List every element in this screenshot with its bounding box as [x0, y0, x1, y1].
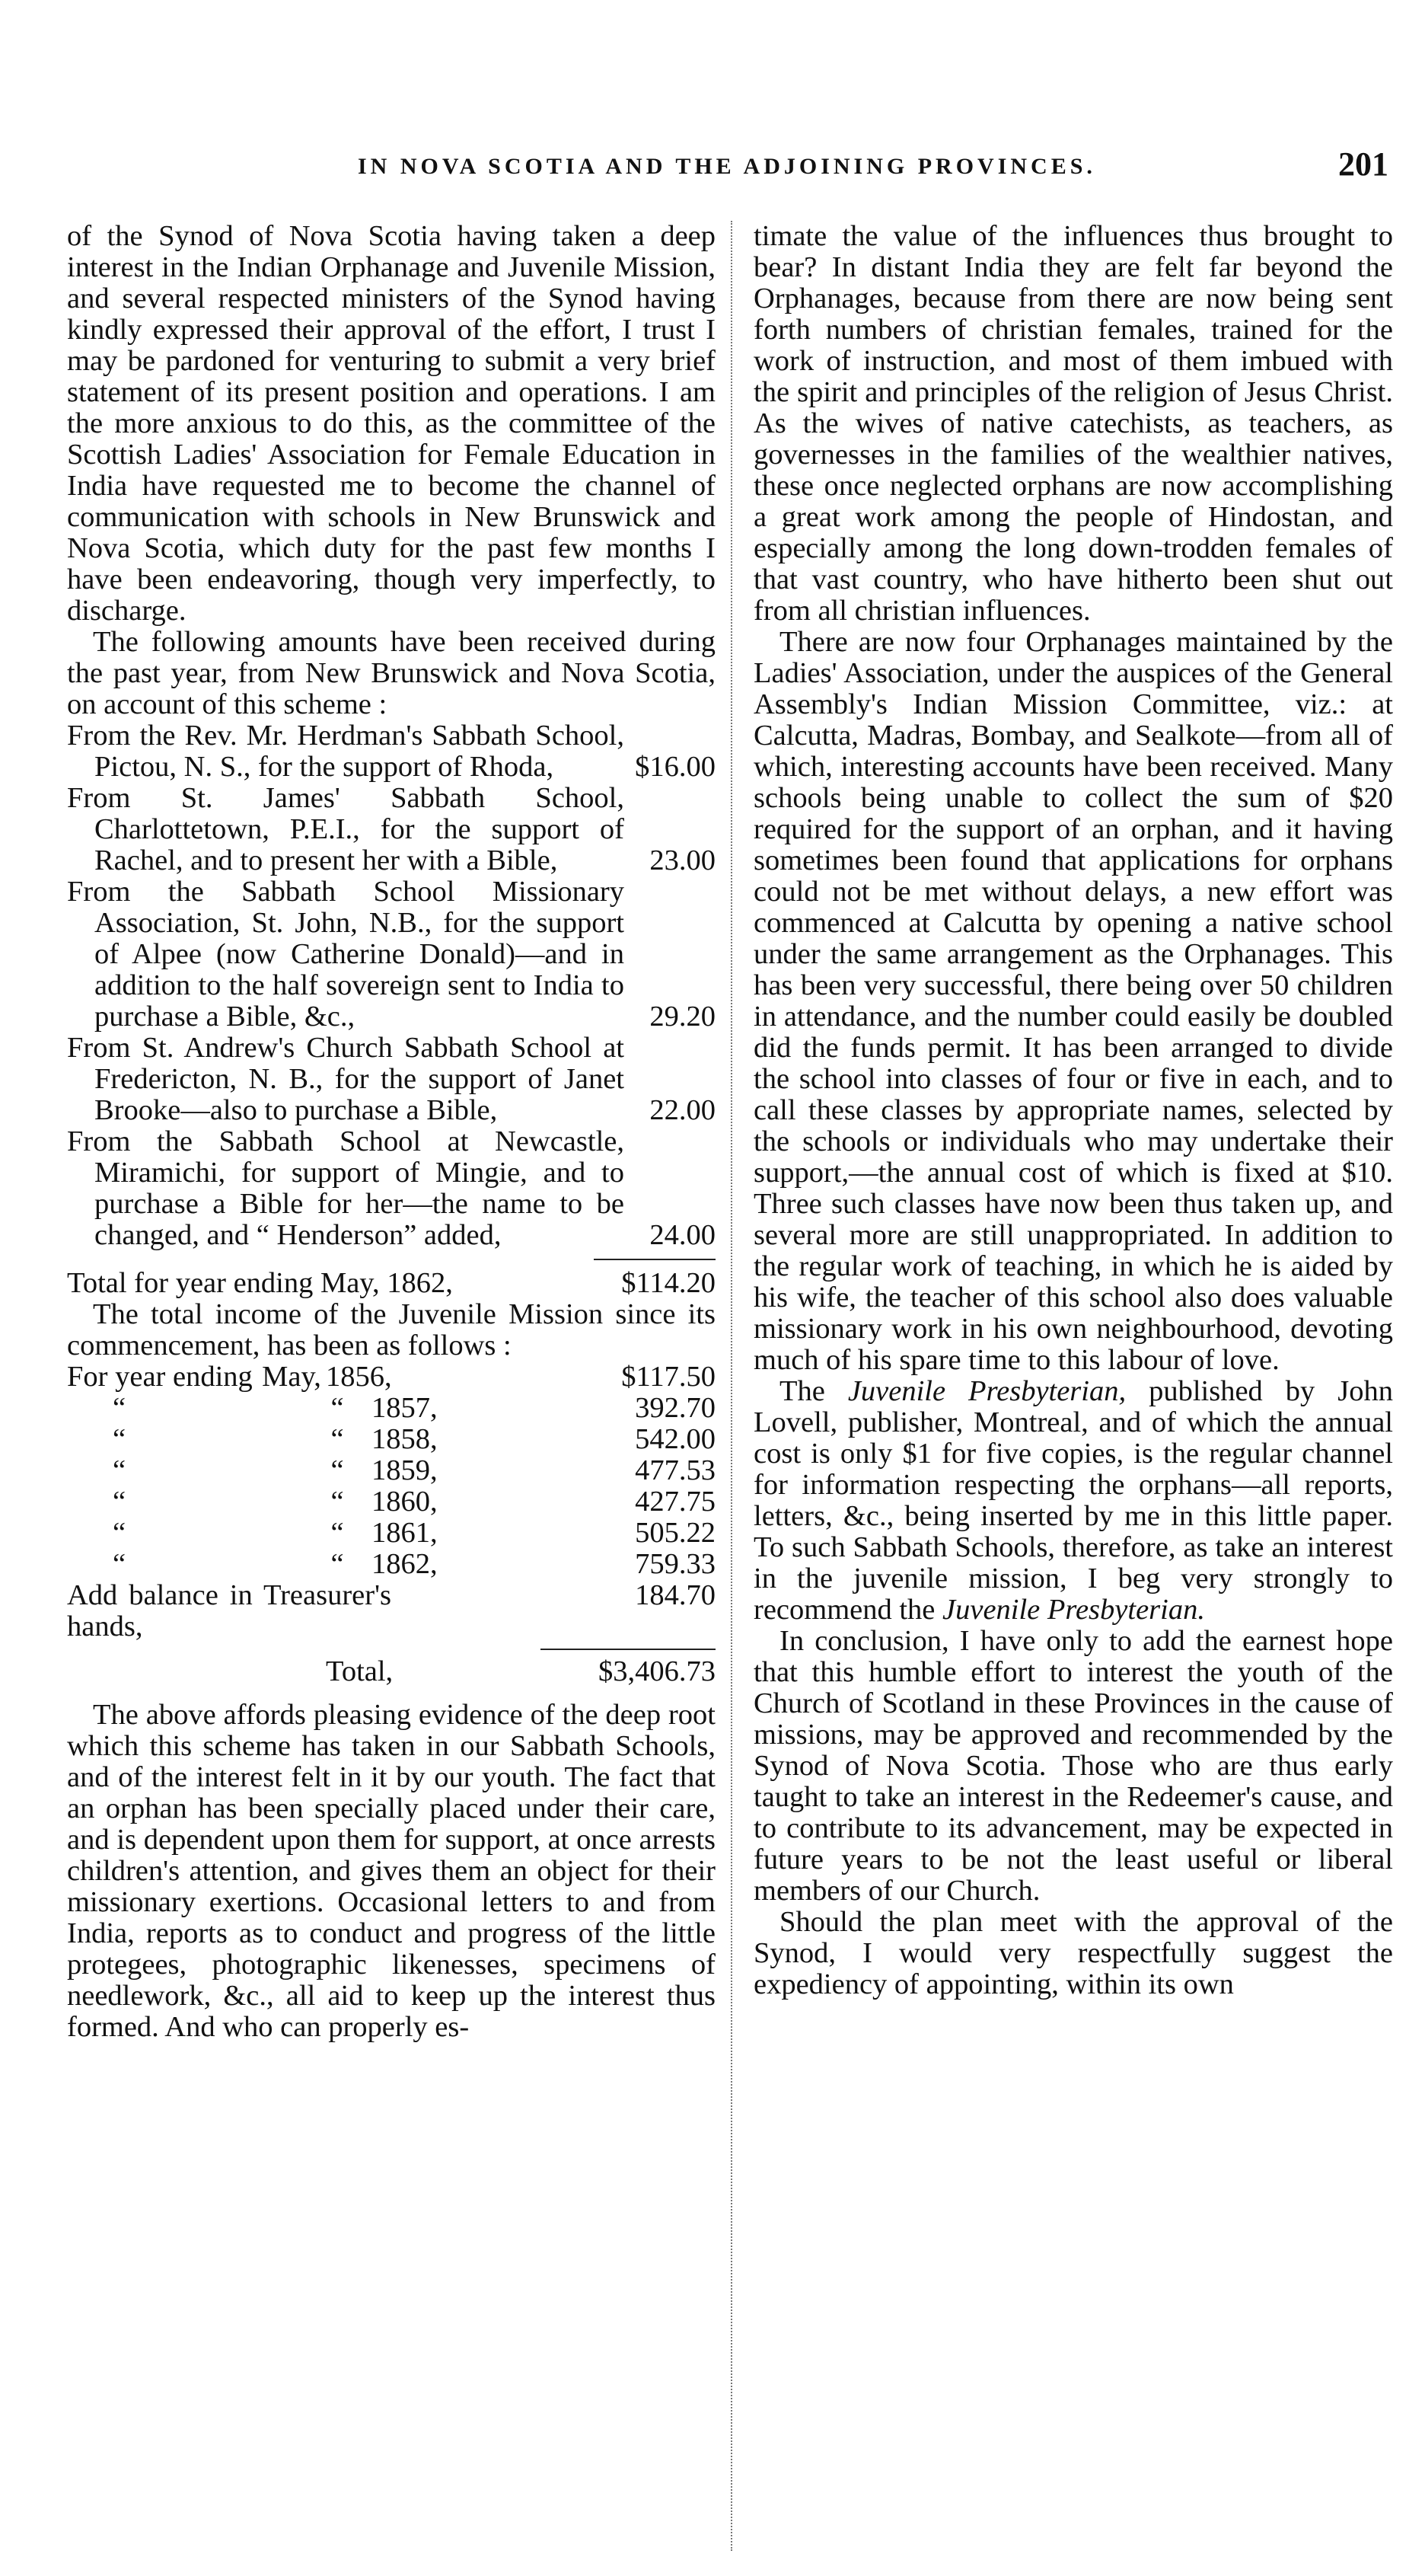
balance-label: Add balance in Treasurer's hands,	[67, 1579, 391, 1642]
running-title: IN NOVA SCOTIA AND THE ADJOINING PROVINCES.	[358, 154, 1096, 179]
income-amount: 392.70	[635, 1392, 716, 1424]
paragraph: The above affords pleasing evidence of the deep root which this scheme has taken in our Sabbath Schools, and of the interest felt in it by our youth. The fact that an orphan has been specially placed under their care, and is dependent upon them for support, at once arrests children's attention, and gives them an object for their missionary exertions. Occasional letters to and from India, reports as to conduct and progress of the little protegees, photographic likenesses, specimens of needlework, &c., all aid to keep up the interest thus formed. And who can properly es-	[67, 1699, 716, 2043]
page-header	[0, 145, 1425, 190]
income-row	[67, 1549, 716, 1580]
text-run: The	[779, 1375, 848, 1407]
income-amount: $117.50	[621, 1361, 716, 1393]
income-year: 1859,	[371, 1454, 438, 1486]
donation-entry	[67, 783, 716, 876]
income-row	[67, 1455, 716, 1486]
income-row	[67, 1486, 716, 1518]
grand-total-label: Total,	[326, 1655, 394, 1687]
paragraph: of the Synod of Nova Scotia having taken a deep interest in the Indian Orphanage and Juvenile Mission, and several respected ministers of the Synod having kindly expressed their approval of the effort, I trust I may be pardoned for venturing to submit a very brief statement of its present position and operations. I am the more anxious to do this, as the committee of the Scottish Ladies' Association for Female Education in India have requested me to become the channel of communication with schools in New Brunswick and Nova Scotia, which duty for the past few months I have been endeavoring, though very imperfectly, to discharge.	[67, 220, 716, 627]
paragraph: timate the value of the influences thus brought to bear? In distant India they are felt far beyond the Orphanages, because from there are now being sent forth numbers of christian females, trained for the work of instruction, and most of them imbued with the spirit and principles of the religion of Jesus Christ. As the wives of native catechists, as teachers, as governesses in the families of the wealthier natives, these once neglected orphans are now accomplishing a great work among the people of Hindostan, and especially among the long down-trodden females of that vast country, who have hitherto been shut out from all christian influences.	[754, 220, 1393, 627]
income-amount: 477.53	[635, 1454, 716, 1486]
donation-entry	[67, 720, 716, 783]
income-prefix: For year ending	[67, 1361, 253, 1393]
paragraph: The total income of the Juvenile Mission since its commencement, has been as follows :	[67, 1298, 716, 1361]
income-prefix: “	[113, 1454, 126, 1486]
donation-entry	[67, 1033, 716, 1126]
balance-row	[67, 1580, 716, 1642]
income-amount: 542.00	[635, 1423, 716, 1455]
sum-rule	[540, 1649, 716, 1650]
income-prefix: “	[113, 1517, 126, 1549]
income-year: 1858,	[371, 1423, 438, 1455]
income-year: 1860,	[371, 1486, 438, 1518]
income-month: “	[330, 1392, 344, 1424]
year-total-row	[67, 1268, 716, 1299]
income-month: “	[330, 1548, 344, 1580]
periodical-title: Juvenile Presbyterian,	[847, 1375, 1127, 1407]
donation-entry	[67, 876, 716, 1033]
income-month: May,	[262, 1361, 321, 1393]
income-prefix: “	[113, 1423, 126, 1455]
donation-text: From St. James' Sabbath School, Charlottetown, P.E.I., for the support of Rachel, and to present her with a Bible,	[67, 782, 624, 876]
income-month: “	[330, 1486, 344, 1518]
income-row	[67, 1424, 716, 1455]
paragraph: The following amounts have been received during the past year, from New Brunswick and Nova Scotia, on account of this scheme :	[67, 626, 716, 720]
donation-text: From the Rev. Mr. Herdman's Sabbath School, Pictou, N. S., for the support of Rhoda,	[67, 720, 624, 783]
donation-amount: 22.00	[649, 1094, 716, 1126]
donation-amount: $16.00	[635, 751, 716, 783]
income-year: 1857,	[371, 1392, 438, 1424]
donation-text: From the Sabbath School Missionary Association, St. John, N.B., for the support of Alpee (now Catherine Donald)—and in addition to the half sovereign sent to India to purchase a Bible, &c.,	[67, 876, 624, 1033]
donation-text: From St. Andrew's Church Sabbath School at Fredericton, N. B., for the support of Janet Brooke—also to purchase a Bible,	[67, 1032, 624, 1126]
paragraph: In conclusion, I have only to add the earnest hope that this humble effort to interest the youth of the Church of Scotland in these Provinces in the cause of missions, may be approved and recommended by the Synod of Nova Scotia. Those who are thus early taught to take an interest in the Redeemer's cause, and to contribute to its advancement, may be expected in future years to be not the least useful or liberal members of our Church.	[754, 1625, 1393, 1907]
sum-rule	[594, 1259, 716, 1260]
donation-amount: 23.00	[649, 844, 716, 876]
balance-amount: 184.70	[635, 1579, 716, 1611]
column-divider	[731, 221, 732, 2551]
year-total-amount: $114.20	[621, 1267, 716, 1299]
income-amount: 427.75	[635, 1486, 716, 1518]
income-month: “	[330, 1423, 344, 1455]
grand-total-amount: $3,406.73	[598, 1655, 716, 1687]
donation-amount: 24.00	[649, 1219, 716, 1251]
periodical-title: Juvenile Presbyterian.	[942, 1594, 1205, 1626]
income-month: “	[330, 1517, 344, 1549]
text-run: published by John Lovell, publisher, Montreal, and of which the annual cost is only $1 for five copies, is the regular channel for information respecting the orphans—all reports, letters, &c., being inserted by me in this little paper. To such Sabbath Schools, therefore, as take an interest in the juvenile mission, I beg very strongly to recommend the	[754, 1375, 1393, 1626]
left-column	[67, 221, 716, 2043]
income-year: 1862,	[371, 1548, 438, 1580]
income-prefix: “	[113, 1486, 126, 1518]
donation-text: From the Sabbath School at Newcastle, Miramichi, for support of Mingie, and to purchase a Bible for her—the name to be changed, and “ Henderson” added,	[67, 1125, 624, 1251]
page-number: 201	[1338, 145, 1388, 183]
grand-total-row	[67, 1656, 716, 1687]
income-amount: 759.33	[635, 1548, 716, 1580]
donation-amount: 29.20	[649, 1001, 716, 1033]
income-prefix: “	[113, 1548, 126, 1580]
income-month: “	[330, 1454, 344, 1486]
year-total-label: Total for year ending May, 1862,	[67, 1267, 453, 1299]
paragraph: There are now four Orphanages maintained by the Ladies' Association, under the auspices of the General Assembly's Indian Mission Committee, viz.: at Calcutta, Madras, Bombay, and Sealkote—from all of which, interesting accounts have been received. Many schools being unable to collect the sum of $20 required for the support of an orphan, and it having sometimes been found that applications for orphans could not be met without delays, a new effort was commenced at Calcutta by opening a native school under the same arrangement as the Orphanages. This has been very successful, there being over 50 children in attendance, and the number could easily be doubled did the funds permit. It has been arranged to divide the school into classes of four or five in each, and to call these classes by appropriate names, selected by the schools or individuals who may undertake their support,—the annual cost of which is fixed at $10. Three such classes have now been thus taken up, and several more are still unappropriated. In addition to the regular work of teaching, in which he is aided by his wife, the teacher of this school also does valuable missionary work in his own neighbourhood, devoting much of his spare time to this labour of love.	[754, 626, 1393, 1376]
income-year: 1861,	[371, 1517, 438, 1549]
income-prefix: “	[113, 1392, 126, 1424]
income-amount: 505.22	[635, 1517, 716, 1549]
income-row	[67, 1361, 716, 1393]
donation-entry	[67, 1126, 716, 1251]
income-row	[67, 1393, 716, 1424]
income-year: 1856,	[326, 1361, 392, 1393]
income-row	[67, 1518, 716, 1549]
paragraph: Should the plan meet with the approval of the Synod, I would very respectfully suggest the expediency of appointing, within its own	[754, 1906, 1393, 2000]
paragraph	[754, 1376, 1393, 1626]
right-column	[754, 221, 1393, 2000]
